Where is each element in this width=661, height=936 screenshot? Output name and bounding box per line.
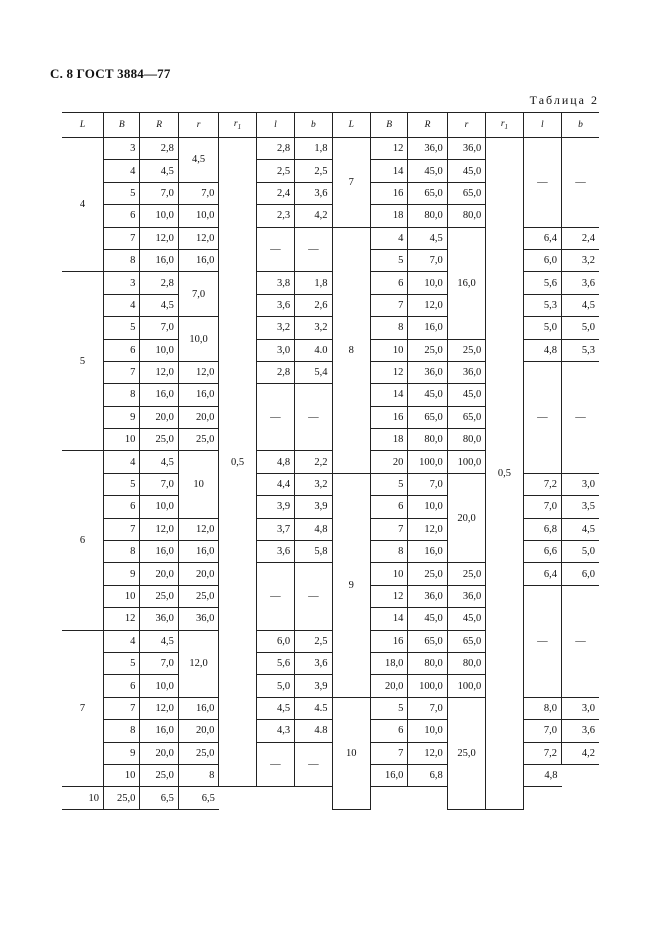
right-cell-l: 7,0	[523, 720, 561, 742]
right-cell-r: 16,0	[447, 227, 485, 339]
right-cell-l: 7,2	[523, 742, 561, 764]
col-header-b: b	[295, 113, 332, 138]
right-cell-r: 36,0	[447, 138, 485, 160]
left-cell-R: 16,0	[140, 249, 178, 271]
right-cell-B: 8	[178, 764, 219, 786]
right-cell-B: 4	[370, 227, 407, 249]
left-cell-R: 7,0	[140, 317, 178, 339]
left-cell-B: 7	[104, 361, 140, 383]
left-cell-l: 4,4	[256, 473, 294, 495]
left-cell-r: 12,0	[178, 361, 219, 383]
left-cell-r: 7,0	[178, 272, 219, 317]
left-cell-l: 2,8	[256, 138, 294, 160]
right-cell-r: 25,0	[447, 563, 485, 585]
right-cell-B: 14	[370, 384, 407, 406]
col-header-r: r	[178, 113, 219, 138]
table-header-row	[62, 113, 599, 138]
right-cell-r: 65,0	[447, 182, 485, 204]
left-cell-R: 10,0	[140, 496, 178, 518]
right-cell-R: 10,0	[408, 496, 447, 518]
right-cell-r: 100,0	[447, 451, 485, 473]
right-cell-B: 18	[370, 205, 407, 227]
left-cell-r: 4,5	[178, 138, 219, 183]
left-cell-r: 12,0	[178, 518, 219, 540]
right-cell-R: 16,0	[408, 541, 447, 563]
left-cell-r: 25,0	[178, 429, 219, 451]
right-cell-r: 20,0	[447, 473, 485, 563]
left-cell-R: 16,0	[140, 720, 178, 742]
right-cell-R: 80,0	[408, 652, 447, 674]
left-cell-B: 6	[104, 675, 140, 697]
right-cell-b: —	[562, 585, 599, 697]
left-cell-B: 4	[104, 451, 140, 473]
left-cell-r: 16,0	[178, 541, 219, 563]
left-cell-l: 2,3	[256, 205, 294, 227]
left-cell-R: 4,5	[140, 630, 178, 652]
left-cell-B: 9	[104, 406, 140, 428]
right-cell-B: 14	[370, 160, 407, 182]
right-cell-B: 10	[370, 339, 407, 361]
right-cell-R: 25,0	[104, 787, 140, 809]
left-cell-l: 3,2	[256, 317, 294, 339]
left-cell-b: 1,8	[295, 138, 332, 160]
right-cell-R: 10,0	[408, 720, 447, 742]
right-cell-r: 36,0	[447, 361, 485, 383]
left-cell-b: —	[295, 563, 332, 630]
left-cell-B: 4	[104, 160, 140, 182]
right-cell-B: 18	[370, 429, 407, 451]
left-cell-b: —	[295, 227, 332, 272]
left-cell-R: 25,0	[140, 585, 178, 607]
left-cell-l: 2,5	[256, 160, 294, 182]
left-cell-b: 4.8	[295, 720, 332, 742]
left-cell-l: 3,8	[256, 272, 294, 294]
left-cell-b: —	[295, 742, 332, 787]
right-cell-l: 6,4	[523, 563, 561, 585]
left-cell-R: 10,0	[140, 675, 178, 697]
right-cell-b: 5,3	[562, 339, 599, 361]
left-cell-r: 16,0	[178, 384, 219, 406]
left-cell-l: 5,0	[256, 675, 294, 697]
right-cell-l: 5,3	[523, 294, 561, 316]
left-cell-l: 3,6	[256, 294, 294, 316]
left-cell-b: 3,6	[295, 652, 332, 674]
right-cell-r1: 0,5	[486, 138, 523, 810]
left-cell-r: 10,0	[178, 205, 219, 227]
left-cell-b: 4,8	[295, 518, 332, 540]
page-header: С. 8 ГОСТ 3884—77	[50, 66, 171, 81]
left-cell-b: 5,4	[295, 361, 332, 383]
col-header-L: L	[332, 113, 370, 138]
col-header-l: l	[523, 113, 561, 138]
right-cell-r: 25,0	[447, 339, 485, 361]
right-cell-b: 3,0	[562, 473, 599, 495]
right-cell-B: 5	[370, 249, 407, 271]
left-cell-R: 16,0	[140, 384, 178, 406]
right-cell-b: 6,5	[178, 787, 219, 809]
col-header-r1: $r_1$	[486, 113, 523, 138]
right-cell-B: 6	[370, 720, 407, 742]
left-cell-l: —	[256, 384, 294, 451]
left-cell-B: 4	[104, 630, 140, 652]
dimensions-table	[62, 112, 599, 810]
right-cell-B: 6	[370, 496, 407, 518]
right-cell-r: 45,0	[447, 384, 485, 406]
right-cell-R: 65,0	[408, 630, 447, 652]
right-cell-R: 12,0	[408, 294, 447, 316]
left-cell-r: 25,0	[178, 585, 219, 607]
right-cell-l: 5,6	[523, 272, 561, 294]
right-cell-b: 4,2	[562, 742, 599, 764]
right-cell-B: 12	[370, 361, 407, 383]
right-cell-r: 100,0	[447, 675, 485, 697]
left-cell-B: 7	[104, 697, 140, 719]
right-cell-r: 80,0	[447, 429, 485, 451]
left-cell-l: 3,6	[256, 541, 294, 563]
right-cell-B: 10	[62, 787, 104, 809]
right-cell-b: 3,6	[562, 272, 599, 294]
right-cell-l: 7,0	[523, 496, 561, 518]
left-cell-b: 2,6	[295, 294, 332, 316]
left-cell-B: 6	[104, 339, 140, 361]
left-cell-R: 7,0	[140, 182, 178, 204]
left-cell-b: 3,2	[295, 317, 332, 339]
left-cell-R: 12,0	[140, 697, 178, 719]
right-cell-l: 6,8	[408, 764, 447, 786]
right-cell-b: 3,6	[562, 720, 599, 742]
left-cell-l: —	[256, 742, 294, 787]
right-cell-B: 5	[370, 473, 407, 495]
left-cell-B: 8	[104, 541, 140, 563]
left-cell-R: 12,0	[140, 518, 178, 540]
right-cell-R: 16,0	[408, 317, 447, 339]
right-cell-l: 6,4	[523, 227, 561, 249]
left-cell-l: 3,9	[256, 496, 294, 518]
right-cell-R: 80,0	[408, 205, 447, 227]
right-cell-l: 4,8	[523, 339, 561, 361]
left-cell-l: 5,6	[256, 652, 294, 674]
left-cell-r: 10,0	[178, 317, 219, 362]
right-cell-B: 16	[370, 406, 407, 428]
left-cell-R: 20,0	[140, 742, 178, 764]
right-cell-b: 3,2	[562, 249, 599, 271]
right-cell-B: 8	[370, 317, 407, 339]
right-cell-r: 36,0	[447, 585, 485, 607]
right-cell-l: 6,6	[523, 541, 561, 563]
left-cell-b: 2,5	[295, 630, 332, 652]
left-cell-B: 7	[104, 227, 140, 249]
right-cell-B: 8	[370, 541, 407, 563]
right-cell-l: 6,8	[523, 518, 561, 540]
left-cell-b: 4,2	[295, 205, 332, 227]
left-cell-L: 7	[62, 630, 104, 787]
left-cell-b: 3,9	[295, 675, 332, 697]
right-cell-b: 3,5	[562, 496, 599, 518]
left-cell-b: 3,6	[295, 182, 332, 204]
left-cell-R: 16,0	[140, 541, 178, 563]
right-cell-R: 7,0	[408, 697, 447, 719]
right-cell-b: 3,0	[562, 697, 599, 719]
left-cell-l: —	[256, 563, 294, 630]
left-cell-R: 10,0	[140, 205, 178, 227]
right-cell-R: 45,0	[408, 160, 447, 182]
left-cell-B: 5	[104, 473, 140, 495]
right-cell-l: 5,0	[523, 317, 561, 339]
left-cell-r: 25,0	[178, 742, 219, 764]
right-cell-B: 7	[370, 742, 407, 764]
right-cell-R: 65,0	[408, 182, 447, 204]
left-cell-R: 2,8	[140, 138, 178, 160]
right-cell-r: 45,0	[447, 160, 485, 182]
table-row	[62, 138, 599, 160]
col-header-l: l	[256, 113, 294, 138]
right-cell-l: —	[523, 361, 561, 473]
right-cell-R: 36,0	[408, 138, 447, 160]
right-cell-l: 6,0	[523, 249, 561, 271]
left-cell-l: 6,0	[256, 630, 294, 652]
right-cell-B: 6	[370, 272, 407, 294]
left-cell-B: 5	[104, 317, 140, 339]
col-header-r: r	[447, 113, 485, 138]
right-cell-l: 7,2	[523, 473, 561, 495]
left-cell-r1: 0,5	[219, 138, 256, 787]
left-cell-R: 7,0	[140, 473, 178, 495]
left-cell-r: 7,0	[178, 182, 219, 204]
left-cell-B: 9	[104, 563, 140, 585]
right-cell-L: 7	[332, 138, 370, 228]
left-cell-B: 3	[104, 138, 140, 160]
right-cell-b: —	[562, 138, 599, 228]
right-cell-B: 20,0	[370, 675, 407, 697]
right-cell-L: 10	[332, 697, 370, 809]
left-cell-L: 4	[62, 138, 104, 272]
left-cell-b: 4.5	[295, 697, 332, 719]
left-cell-b: 1,8	[295, 272, 332, 294]
left-cell-l: 4,3	[256, 720, 294, 742]
left-cell-l: 2,4	[256, 182, 294, 204]
right-cell-B: 16	[370, 182, 407, 204]
right-cell-B: 10	[370, 563, 407, 585]
left-cell-r: 20,0	[178, 720, 219, 742]
right-cell-R: 7,0	[408, 249, 447, 271]
left-cell-l: 2,8	[256, 361, 294, 383]
col-header-r1: $r_1$	[219, 113, 256, 138]
right-cell-b: 4,8	[523, 764, 561, 786]
right-cell-l: —	[523, 138, 561, 228]
right-cell-r: 25,0	[447, 697, 485, 809]
left-cell-l: 4,8	[256, 451, 294, 473]
left-cell-R: 4,5	[140, 451, 178, 473]
left-cell-B: 8	[104, 384, 140, 406]
right-cell-r: 65,0	[447, 630, 485, 652]
right-cell-R: 100,0	[408, 451, 447, 473]
right-cell-R: 65,0	[408, 406, 447, 428]
left-cell-l: —	[256, 227, 294, 272]
right-cell-R: 45,0	[408, 608, 447, 630]
right-cell-L: 8	[332, 227, 370, 473]
right-cell-R: 4,5	[408, 227, 447, 249]
left-cell-B: 12	[104, 608, 140, 630]
left-cell-L: 6	[62, 451, 104, 630]
right-cell-B: 7	[370, 518, 407, 540]
left-cell-B: 10	[104, 429, 140, 451]
left-cell-R: 20,0	[140, 406, 178, 428]
left-cell-r: 16,0	[178, 697, 219, 719]
left-cell-R: 7,0	[140, 652, 178, 674]
left-cell-B: 10	[104, 585, 140, 607]
left-cell-B: 10	[104, 764, 140, 786]
left-cell-b: —	[295, 384, 332, 451]
right-cell-r: 80,0	[447, 205, 485, 227]
right-cell-b: 6,0	[562, 563, 599, 585]
right-cell-R: 36,0	[408, 585, 447, 607]
table-caption: Таблица 2	[529, 93, 599, 107]
left-cell-B: 7	[104, 518, 140, 540]
left-cell-B: 6	[104, 496, 140, 518]
left-cell-b: 2,5	[295, 160, 332, 182]
right-cell-l: 6,5	[140, 787, 178, 809]
right-cell-B: 20	[370, 451, 407, 473]
left-cell-B: 9	[104, 742, 140, 764]
left-cell-R: 12,0	[140, 361, 178, 383]
right-cell-b: —	[562, 361, 599, 473]
col-header-B: B	[104, 113, 140, 138]
left-cell-R: 25,0	[140, 429, 178, 451]
left-cell-R: 25,0	[140, 764, 178, 786]
left-cell-b: 4.0	[295, 339, 332, 361]
left-cell-L: 5	[62, 272, 104, 451]
left-cell-r: 20,0	[178, 406, 219, 428]
left-cell-R: 4,5	[140, 294, 178, 316]
right-cell-r: 45,0	[447, 608, 485, 630]
col-header-B: B	[370, 113, 407, 138]
left-cell-b: 5,8	[295, 541, 332, 563]
right-cell-R: 16,0	[370, 764, 407, 786]
left-cell-R: 36,0	[140, 608, 178, 630]
right-cell-B: 7	[370, 294, 407, 316]
left-cell-R: 12,0	[140, 227, 178, 249]
left-cell-r: 10	[178, 451, 219, 518]
left-cell-r: 20,0	[178, 563, 219, 585]
right-cell-b: 5,0	[562, 317, 599, 339]
right-cell-R: 7,0	[408, 473, 447, 495]
right-cell-r: 80,0	[447, 652, 485, 674]
left-cell-B: 6	[104, 205, 140, 227]
left-cell-B: 5	[104, 182, 140, 204]
col-header-L: L	[62, 113, 104, 138]
right-cell-R: 100,0	[408, 675, 447, 697]
left-cell-R: 4,5	[140, 160, 178, 182]
right-cell-R: 25,0	[408, 339, 447, 361]
left-cell-r: 12,0	[178, 630, 219, 697]
left-cell-b: 3,2	[295, 473, 332, 495]
right-cell-B: 5	[370, 697, 407, 719]
right-cell-B: 12	[370, 138, 407, 160]
left-cell-R: 10,0	[140, 339, 178, 361]
left-cell-r: 16,0	[178, 249, 219, 271]
left-cell-b: 3,9	[295, 496, 332, 518]
right-cell-B: 16	[370, 630, 407, 652]
right-cell-b: 4,5	[562, 294, 599, 316]
left-cell-r: 12,0	[178, 227, 219, 249]
right-cell-R: 12,0	[408, 742, 447, 764]
right-cell-b: 2,4	[562, 227, 599, 249]
right-cell-R: 10,0	[408, 272, 447, 294]
left-cell-l: 4,5	[256, 697, 294, 719]
right-cell-l: 8,0	[523, 697, 561, 719]
left-cell-R: 2,8	[140, 272, 178, 294]
left-cell-B: 8	[104, 720, 140, 742]
right-cell-B: 18,0	[370, 652, 407, 674]
right-cell-r: 65,0	[447, 406, 485, 428]
right-cell-R: 45,0	[408, 384, 447, 406]
right-cell-R: 36,0	[408, 361, 447, 383]
right-cell-l: —	[523, 585, 561, 697]
left-cell-b: 2,2	[295, 451, 332, 473]
right-cell-R: 12,0	[408, 518, 447, 540]
right-cell-B: 14	[370, 608, 407, 630]
col-header-b: b	[562, 113, 599, 138]
left-cell-l: 3,7	[256, 518, 294, 540]
left-cell-r: 36,0	[178, 608, 219, 630]
right-cell-L: 9	[332, 473, 370, 697]
left-cell-B: 5	[104, 652, 140, 674]
right-cell-B: 12	[370, 585, 407, 607]
left-cell-l: 3,0	[256, 339, 294, 361]
right-cell-b: 4,5	[562, 518, 599, 540]
col-header-R: R	[408, 113, 447, 138]
left-cell-B: 3	[104, 272, 140, 294]
col-header-R: R	[140, 113, 178, 138]
right-cell-R: 80,0	[408, 429, 447, 451]
left-cell-R: 20,0	[140, 563, 178, 585]
right-cell-R: 25,0	[408, 563, 447, 585]
right-cell-b: 5,0	[562, 541, 599, 563]
left-cell-B: 8	[104, 249, 140, 271]
left-cell-B: 4	[104, 294, 140, 316]
